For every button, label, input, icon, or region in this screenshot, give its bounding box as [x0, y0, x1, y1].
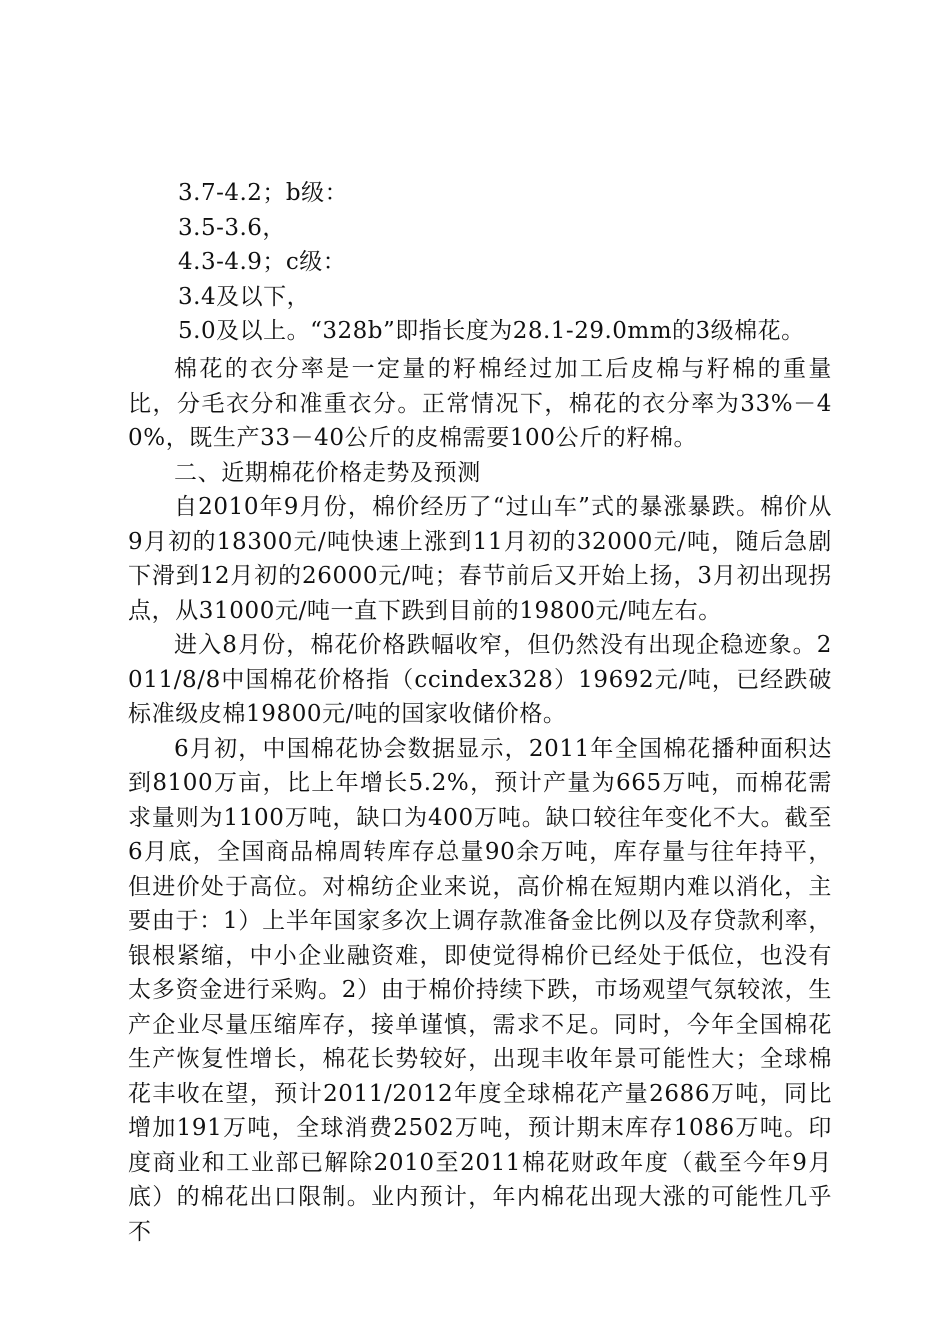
grade-line: 3.7-4.2；b级： — [178, 180, 349, 206]
paragraph-june: 6月初，中国棉花协会数据显示，2011年全国棉花播种面积达到8100万亩，比上年增长5.2%，预计产量为665万吨，而棉花需求量则为1100万吨，缺口为400万吨。缺口较往年变化不大。截至6月底，全国商品棉周转库存总量90余万吨，库存量与往年持平，但进价处于高位。对棉纺企业来说，高价棉在短期内难以消化，主要由于：1）上半年国家多次上调存款准备金比例以及存贷款利率，银根紧缩，中小企业融资难，即使觉得棉价已经处于低位，也没有太多资金进行采购。2）由于棉价持续下跌，市场观望气氛较浓，生产企业尽量压缩库存，接单谨慎，需求不足。同时，今年全国棉花生产恢复性增长，棉花长势较好，出现丰收年景可能性大；全球棉花丰收在望，预计2011/2012年度全球棉花产量2686万吨，同比增加191万吨，全球消费2502万吨，预计期末库存1086万吨。印度商业和工业部已解除2010至2011棉花财政年度（截至今年9月底）的棉花出口限制。业内预计，年内棉花出现大涨的可能性几乎不 — [128, 735, 832, 1245]
grade-line: 4.3-4.9；c级： — [178, 249, 347, 275]
paragraph-august: 进入8月份，棉花价格跌幅收窄，但仍然没有出现企稳迹象。2011/8/8中国棉花价格指（ccindex328）19692元/吨，已经跌破标准级皮棉19800元/吨的国家收储价格。 — [128, 632, 832, 727]
paragraph-price-history: 自2010年9月份，棉价经历了“过山车”式的暴涨暴跌。棉价从9月初的18300元/吨快速上涨到11月初的32000元/吨，随后急剧下滑到12月初的26000元/吨；春节前后又开始上扬，3月初出现拐点，从31000元/吨一直下跌到目前的19800元/吨左右。 — [128, 494, 832, 624]
grade-line: 3.4及以下， — [178, 283, 311, 310]
paragraph-lint-ratio: 棉花的衣分率是一定量的籽棉经过加工后皮棉与籽棉的重量比，分毛衣分和准重衣分。正常情况下，棉花的衣分率为33%－40%，既生产33－40公斤的皮棉需要100公斤的籽棉。 — [128, 356, 832, 451]
grade-line: 5.0及以上。“328b”即指长度为28.1-29.0mm的3级棉花。 — [178, 318, 805, 344]
grade-line: 3.5-3.6， — [178, 214, 286, 241]
body-text — [128, 352, 832, 1249]
grade-list — [178, 176, 918, 349]
section-heading: 二、近期棉花价格走势及预测 — [174, 459, 481, 486]
